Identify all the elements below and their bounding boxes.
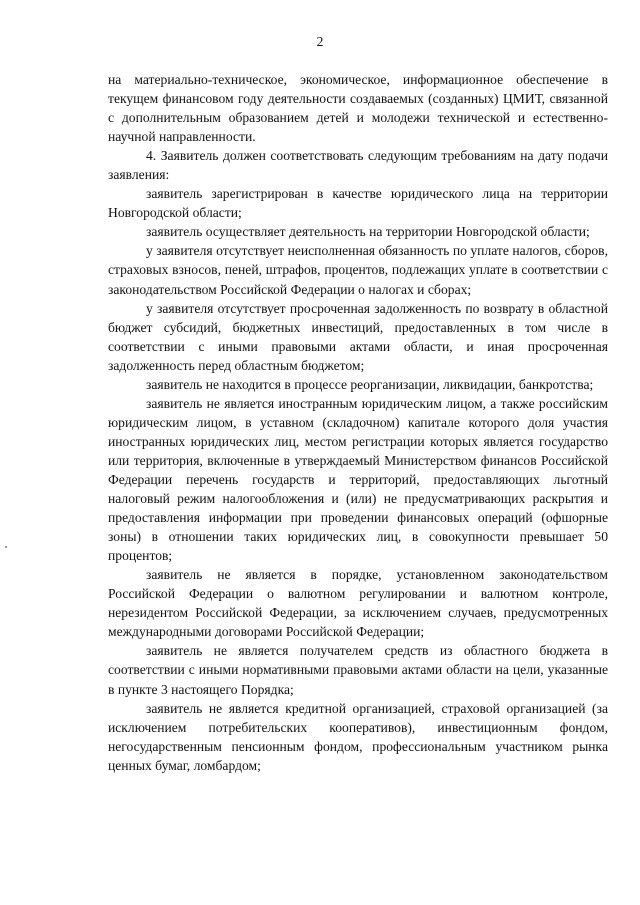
paragraph: заявитель не является в порядке, установленном законодательством Российской Федерации о валютном регулировании и валютном контроле, нерезидентом Российской Федерации, за исключением случаев, предусмотренных международными договорами Российской Федерации;	[108, 567, 608, 640]
paragraph: заявитель зарегистрирован в качестве юридического лица на территории Новгородской области;	[108, 186, 608, 221]
paragraph: 4. Заявитель должен соответствовать следующим требованиям на дату подачи заявления:	[108, 148, 608, 183]
page-number: 2	[316, 34, 324, 49]
scan-dot	[5, 546, 7, 548]
paragraph: заявитель не является кредитной организацией, страховой организацией (за исключением потребительских кооперативов), инвестиционным фондом, негосударственным пенсионным фондом, профессиональным участником рынка ценных бумаг, ломбардом;	[108, 700, 608, 773]
paragraph: заявитель не является иностранным юридическим лицом, а также российским юридическим лицом, в уставном (складочном) капитале которого доля участия иностранных юридических лиц, местом регистрации которых является государство или территория, включенные в утверждаемый Министерством финансов Российской Федерации перечень государств и территорий, предоставляющих льготный налоговый режим налогообложения и (или) не предусматривающих раскрытия и предоставления информации при проведении финансовых операций (офшорные зоны) в отношении таких юридических лиц, в совокупности превышает 50 процентов;	[108, 395, 608, 564]
paragraph: заявитель не является получателем средств из областного бюджета в соответствии с иными нормативными правовыми актами области на цели, указанные в пункте 3 настоящего Порядка;	[108, 643, 608, 697]
paragraph: у заявителя отсутствует просроченная задолженность по возврату в областной бюджет субсидий, бюджетных инвестиций, предоставленных в том числе в соответствии с иными правовыми актами области, и иная просроченная задолженность перед областным бюджетом;	[108, 300, 608, 373]
document-body	[108, 70, 608, 775]
paragraph: заявитель осуществляет деятельность на территории Новгородской области;	[146, 224, 590, 240]
paragraph: у заявителя отсутствует неисполненная обязанность по уплате налогов, сборов, страховых взносов, пеней, штрафов, процентов, подлежащих уплате в соответствии с законодательством Российской Федерации о налогах и сборах;	[108, 243, 608, 297]
paragraph: заявитель не находится в процессе реорганизации, ликвидации, банкротства;	[146, 376, 594, 392]
paragraph: на материально-техническое, экономическое, информационное обеспечение в текущем финансовом году деятельности создаваемых (созданных) ЦМИТ, связанной с дополнительным образованием детей и молодежи технической и естественно-научной направленности.	[108, 72, 608, 145]
